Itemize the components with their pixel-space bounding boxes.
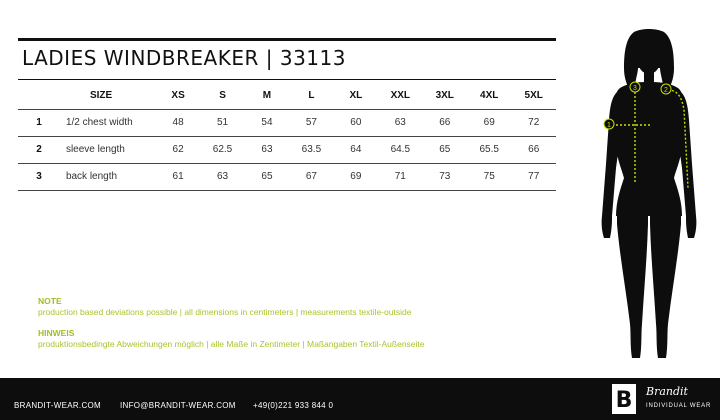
notes-section	[38, 296, 425, 360]
table-row-sleeve-length	[18, 136, 556, 163]
marker-1-label: 1	[607, 122, 611, 129]
marker-back-length	[630, 82, 640, 92]
marker-chest-width	[604, 119, 614, 129]
table-cell: 66	[423, 109, 467, 136]
table-cell: 48	[156, 109, 200, 136]
brandit-logo-icon	[612, 384, 636, 414]
page-title: LADIES WINDBREAKER | 33113	[22, 46, 346, 70]
table-cell: 64.5	[378, 136, 422, 163]
brand-name: Brandit	[646, 385, 688, 398]
table-cell: 64	[334, 136, 378, 163]
table-cell: 54	[245, 109, 289, 136]
footer-bar	[0, 378, 720, 420]
row-label: 1/2 chest width	[60, 109, 156, 136]
table-cell: 60	[334, 109, 378, 136]
header-size-xs: XS	[171, 89, 185, 101]
table-cell: 67	[289, 163, 333, 190]
hinweis-text: produktionsbedingte Abweichungen möglich | alle Maße in Zentimeter | Maßangaben Textil-Außenseite	[38, 339, 425, 349]
header-size-m: M	[262, 89, 272, 101]
header-num	[18, 82, 60, 109]
marker-2-label: 2	[664, 87, 668, 94]
header-size-l: L	[308, 89, 315, 101]
table-cell: 61	[156, 163, 200, 190]
table-cell: 65	[423, 136, 467, 163]
footer-email-link[interactable]: INFO@BRANDIT-WEAR.COM	[120, 401, 236, 410]
header-size: SIZE	[89, 89, 113, 101]
table-cell: 71	[378, 163, 422, 190]
header-size-xl: XL	[349, 89, 363, 101]
brand-tagline: INDIVIDUAL WEAR	[646, 403, 712, 409]
marker-3-label: 3	[633, 85, 637, 92]
table-header-row	[18, 82, 556, 109]
table-cell: 69	[334, 163, 378, 190]
row-number: 2	[18, 136, 60, 163]
note-text: production based deviations possible | all dimensions in centimeters | measurements textile-outside	[38, 307, 412, 317]
table-cell: 75	[467, 163, 511, 190]
note-heading: NOTE	[38, 296, 62, 306]
table-cell: 77	[511, 163, 556, 190]
header-size-3xl: 3XL	[435, 89, 454, 101]
table-cell: 57	[289, 109, 333, 136]
table-cell: 66	[511, 136, 556, 163]
marker-sleeve-length	[661, 84, 671, 94]
table-row-chest-width	[18, 109, 556, 136]
table-cell: 69	[467, 109, 511, 136]
table-cell: 51	[200, 109, 244, 136]
header-size-5xl: 5XL	[524, 89, 543, 101]
header-size-4xl: 4XL	[480, 89, 499, 101]
body-measurement-figure	[590, 28, 708, 364]
header-size-xxl: XXL	[390, 89, 411, 101]
title-rule	[18, 79, 556, 80]
table-cell: 72	[511, 109, 556, 136]
row-number: 1	[18, 109, 60, 136]
table-cell: 63	[200, 163, 244, 190]
table-cell: 63.5	[289, 136, 333, 163]
header-size-s: S	[219, 89, 226, 101]
table-cell: 62.5	[200, 136, 244, 163]
size-chart-table	[18, 82, 556, 191]
table-cell: 62	[156, 136, 200, 163]
woman-silhouette	[602, 29, 697, 358]
footer-phone: +49(0)221 933 844 0	[253, 401, 334, 410]
table-cell: 63	[378, 109, 422, 136]
row-label: sleeve length	[60, 136, 156, 163]
row-label: back length	[60, 163, 156, 190]
logo-letter: B	[615, 388, 633, 413]
hinweis-heading: HINWEIS	[38, 328, 75, 338]
table-cell: 65.5	[467, 136, 511, 163]
table-cell: 73	[423, 163, 467, 190]
top-rule	[18, 38, 556, 41]
table-cell: 63	[245, 136, 289, 163]
footer-website-link[interactable]: BRANDIT-WEAR.COM	[14, 401, 102, 410]
table-row-back-length	[18, 163, 556, 190]
table-cell: 65	[245, 163, 289, 190]
row-number: 3	[18, 163, 60, 190]
